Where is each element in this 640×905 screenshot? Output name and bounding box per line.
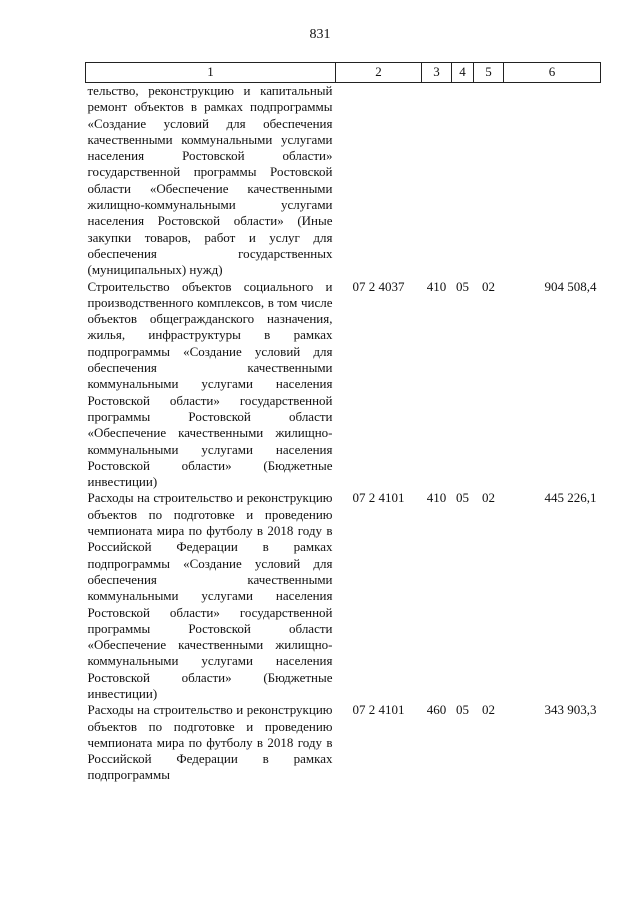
row-expense-type: 410 <box>426 278 447 294</box>
row-section <box>452 83 474 279</box>
header-col-4: 4 <box>452 63 474 83</box>
row-description: Расходы на строительство и реконструкцию объектов по подготовке и проведению чемпионата мира по футболу в 2018 году в Российской Федерации в рамках подпрограммы «Создание условий для обеспечения качественными коммунальными услугами населения Ростовской области» государственной программы Ростовской области «Обеспечение качественными жилищно-коммунальными услугами населения Ростовской области» (Бюджетные инвестиции) <box>87 490 333 701</box>
header-col-1: 1 <box>86 63 336 83</box>
header-col-3: 3 <box>422 63 452 83</box>
row-target-code: 07 2 4101 <box>352 702 405 718</box>
row-subsection: 02 <box>482 702 495 718</box>
row-subsection <box>474 83 504 279</box>
header-col-6: 6 <box>504 63 601 83</box>
table-row <box>86 279 601 491</box>
row-expense-type: 410 <box>426 490 447 506</box>
row-target-code: 07 2 4101 <box>352 490 405 506</box>
header-row <box>86 63 601 83</box>
table-row <box>86 702 601 783</box>
header-col-5: 5 <box>474 63 504 83</box>
row-expense-type: 460 <box>426 702 447 718</box>
row-amount: 904 508,4 <box>544 278 597 294</box>
row-description: Расходы на строительство и реконструкцию объектов по подготовке и проведению чемпионата мира по футболу в 2018 году в Российской Федерации в рамках подпрограммы <box>87 702 333 783</box>
table-body <box>86 83 601 784</box>
row-subsection: 02 <box>482 278 495 294</box>
budget-table <box>85 62 601 784</box>
row-target-code <box>336 83 422 279</box>
table-row <box>86 490 601 702</box>
row-section: 05 <box>456 490 469 506</box>
row-expense-type <box>422 83 452 279</box>
row-section: 05 <box>456 278 469 294</box>
row-description: тельство, реконструкцию и капитальный ремонт объектов в рамках подпрограммы «Создание условий для обеспечения качественными коммунальными услугами населения Ростовской области» государственной программы Ростовской области «Обеспечение качественными жилищно-коммунальными услугами населения Ростовской области» (Иные закупки товаров, работ и услуг для обеспечения государственных (муниципальных) нужд) <box>87 83 333 278</box>
row-amount <box>504 83 601 279</box>
row-amount: 445 226,1 <box>544 490 597 506</box>
row-subsection: 02 <box>482 490 495 506</box>
page-number: 831 <box>309 27 331 42</box>
row-section: 05 <box>456 702 469 718</box>
table-row <box>86 83 601 279</box>
header-col-2: 2 <box>336 63 422 83</box>
row-amount: 343 903,3 <box>544 702 597 718</box>
table-header <box>86 63 601 83</box>
row-description: Строительство объектов социального и производственного комплексов, в том числе объектов общегражданского назначения, жилья, инфраструктуры в рамках подпрограммы «Создание условий для обеспечения качественными коммунальными услугами населения Ростовской области» государственной программы Ростовской области «Обеспечение качественными жилищно-коммунальными услугами населения Ростовской области» (Бюджетные инвестиции) <box>87 278 333 490</box>
row-target-code: 07 2 4037 <box>352 278 405 294</box>
